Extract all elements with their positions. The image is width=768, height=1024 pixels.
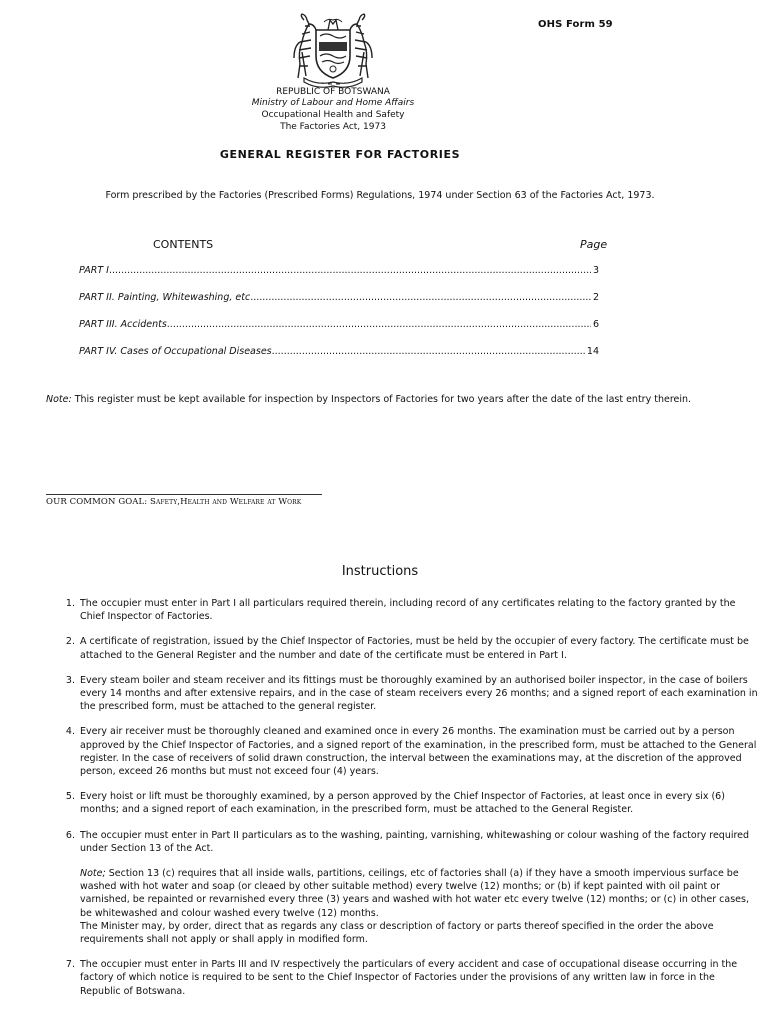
toc-entry-part-3[interactable] bbox=[79, 319, 599, 330]
note-label: Note: bbox=[46, 394, 72, 405]
page-column-heading: Page bbox=[580, 238, 608, 251]
prescribed-statement: Form prescribed by the Factories (Prescribed Forms) Regulations, 1974 under Section 63 of the Factories Act, 1973. bbox=[105, 190, 655, 201]
instructions-list bbox=[48, 597, 758, 1010]
contents-heading: CONTENTS bbox=[153, 238, 214, 251]
instruction-note-minister: The Minister may, by order, direct that as regards any class or description of factory or parts thereof specified in the order the above requirements shall not apply or shall apply in modified form. bbox=[80, 920, 714, 946]
instructions-heading: Instructions bbox=[341, 564, 419, 579]
act-name: The Factories Act, 1973 bbox=[280, 122, 386, 132]
toc-label: PART I bbox=[79, 265, 109, 276]
toc-entry-part-2[interactable] bbox=[79, 292, 599, 303]
instruction-text: 6. The occupier must enter in Part II particulars as to the washing, painting, varnishing, whitewashing or colour washing of the factory required under Section 13 of the Act. bbox=[80, 829, 750, 854]
toc-entry-part-4[interactable] bbox=[79, 346, 599, 357]
instruction-item bbox=[78, 635, 758, 661]
instruction-item bbox=[78, 597, 758, 623]
toc-page: 3 bbox=[592, 265, 599, 276]
toc-label: PART III. Accidents bbox=[79, 319, 167, 330]
footer-divider bbox=[46, 494, 322, 495]
toc-label: PART IV. Cases of Occupational Diseases bbox=[79, 346, 272, 357]
note-text: This register must be kept available for inspection by Inspectors of Factories for two years after the date of the last entry therein. bbox=[71, 394, 692, 405]
form-number: OHS Form 59 bbox=[538, 19, 613, 30]
toc-page: 14 bbox=[586, 346, 599, 357]
instruction-item bbox=[78, 958, 758, 998]
instruction-item bbox=[78, 790, 758, 816]
instruction-text: 2. A certificate of registration, issued by the Chief Inspector of Factories, must be held by the occupier of every factory. The certificate must be attached to the General Register and the number and date of the certificate must be entered in Part I. bbox=[80, 636, 749, 661]
instruction-item bbox=[78, 829, 758, 947]
coat-of-arms-icon bbox=[290, 12, 376, 88]
instruction-text: 4. Every air receiver must be thoroughly cleaned and examined once in every 26 months. The examination must be carried out by a person approved by the Chief Inspector of Factories, and a signed report of the examination, in the prescribed form, must be attached to the General register. In the case of receivers of solid drawn construction, the interval between the examinations may, at the discretion of the approved person, exceed 26 months but must not exceed four (4) years. bbox=[80, 726, 757, 778]
goal-value: Safety,Health and Welfare at Work bbox=[150, 497, 302, 507]
common-goal-footer bbox=[46, 497, 301, 507]
instruction-text: 7. The occupier must enter in Parts III and IV respectively the particulars of every accident and case of occupational disease occurring in the factory of which notice is required to be sent to the Chief Inspector of Factories under the provisions of any written law in force in the Republic of Botswana. bbox=[80, 959, 738, 997]
instruction-note-text: Section 13 (c) requires that all inside walls, partitions, ceilings, etc of factories shall (a) if they have a smooth impervious surface be washed with hot water and soap (or cleaed by other suitable method) every twelve (12) months; or (b) if kept painted with oil paint or varnished, be repainted or revarnished every three (3) years and washed with hot water etc every twelve (12) months; or (c) in other cases, be whitewashed and colour washed every twelve (12) months. bbox=[80, 868, 749, 919]
ministry-name: Ministry of Labour and Home Affairs bbox=[251, 98, 415, 108]
instruction-note-label: Note; bbox=[80, 868, 106, 880]
page-title: GENERAL REGISTER FOR FACTORIES bbox=[219, 148, 461, 161]
toc-leader bbox=[250, 292, 591, 303]
instruction-text: 1. The occupier must enter in Part I all particulars required therein, including record of any certificates relating to the factory granted by the Chief Inspector of Factories. bbox=[80, 598, 736, 623]
instruction-item bbox=[78, 674, 758, 714]
toc-page: 6 bbox=[592, 319, 599, 330]
instruction-note bbox=[80, 867, 758, 946]
toc-leader bbox=[272, 346, 585, 357]
register-note bbox=[46, 394, 691, 405]
toc-leader bbox=[167, 319, 591, 330]
department-name: Occupational Health and Safety bbox=[261, 110, 405, 120]
instruction-item bbox=[78, 725, 758, 778]
toc-label: PART II. Painting, Whitewashing, etc bbox=[79, 292, 251, 303]
toc-entry-part-1[interactable] bbox=[79, 265, 599, 276]
instruction-text: 3. Every steam boiler and steam receiver and its fittings must be thoroughly examined by an authorised boiler inspector, in the case of boilers every 14 months and after extensive repairs, and in the case of steam receivers every 26 months; and a signed report of each examination in the prescribed form, must be attached to the general register. bbox=[80, 674, 758, 713]
goal-label: OUR COMMON GOAL: bbox=[46, 497, 151, 507]
toc-leader bbox=[109, 265, 591, 276]
instruction-text: 5. Every hoist or lift must be thoroughly examined, by a person approved by the Chief Inspector of Factories, at least once in every six (6) months; and a signed report of each examination, in the prescribed form, must be attached to the General Register. bbox=[80, 791, 725, 816]
toc-page: 2 bbox=[592, 292, 599, 303]
country-name: REPUBLIC OF BOTSWANA bbox=[276, 87, 390, 97]
